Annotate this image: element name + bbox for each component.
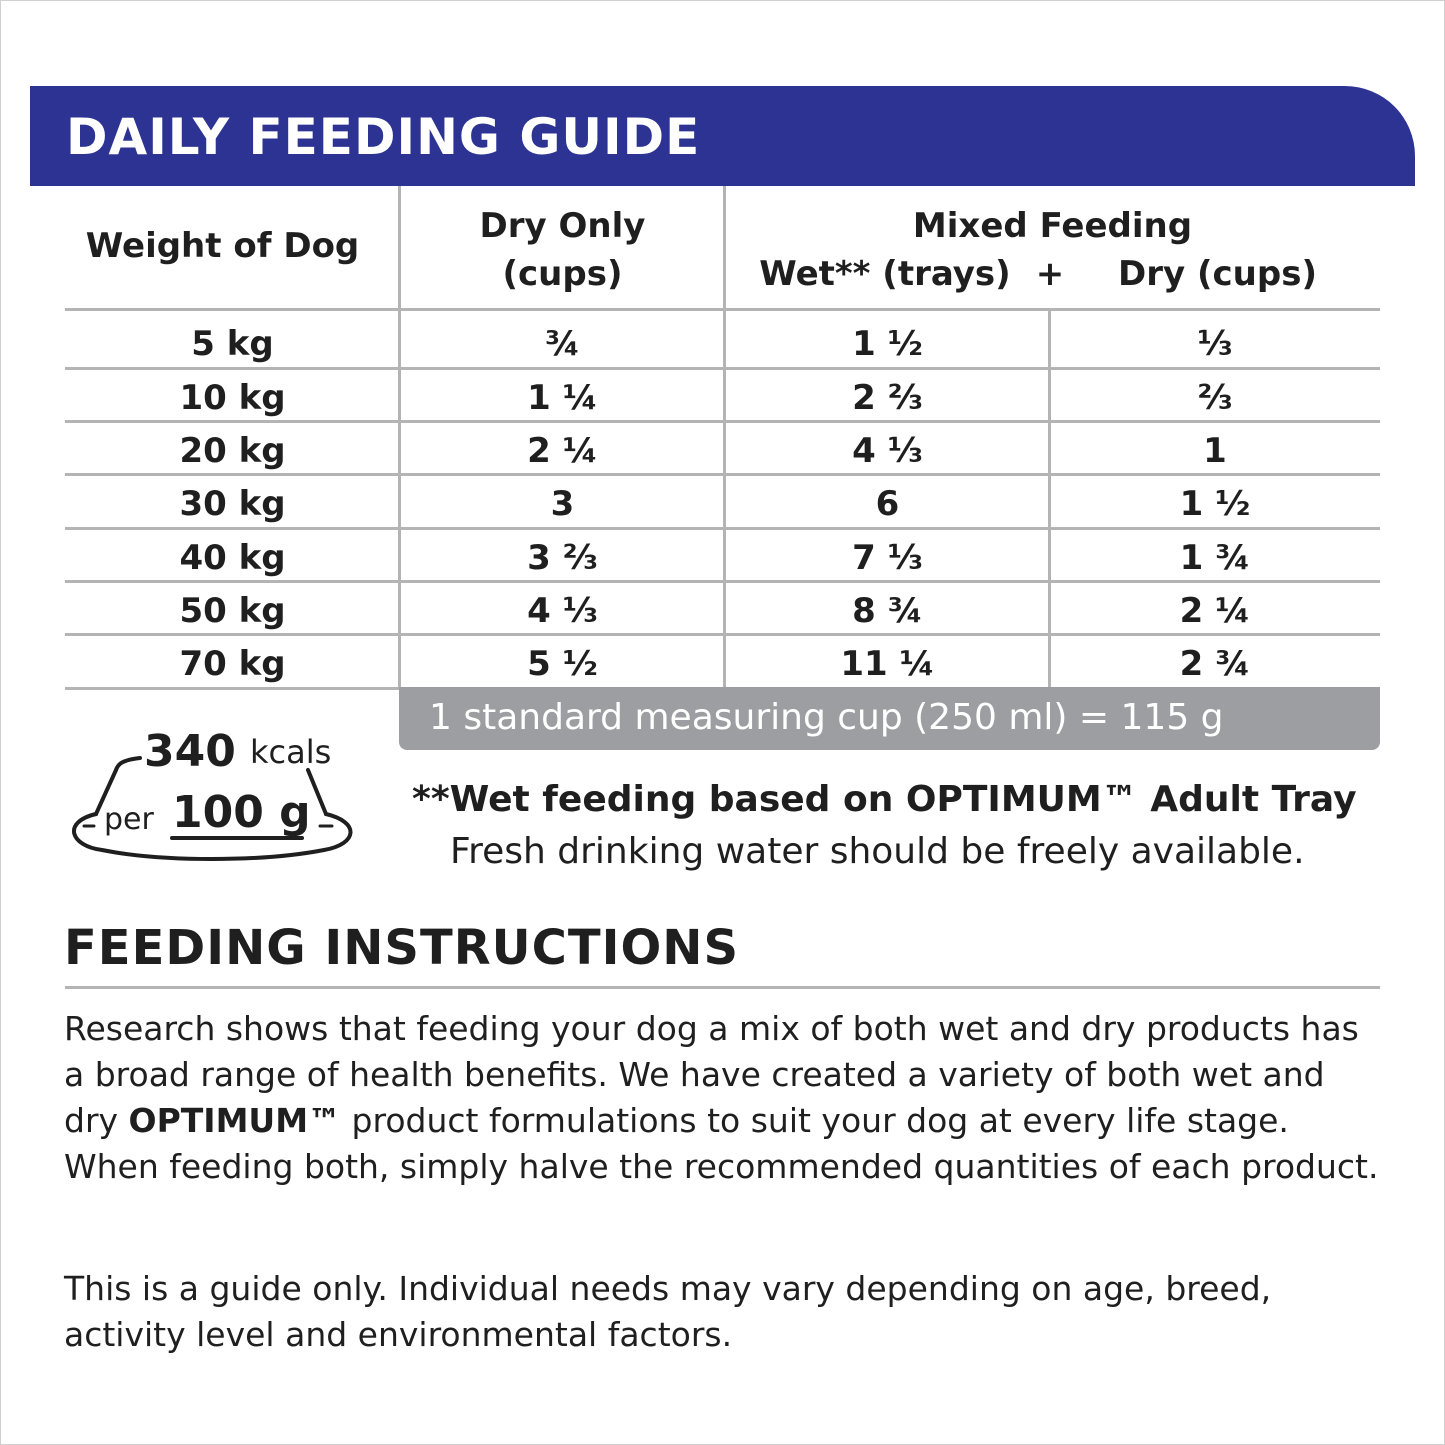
- dry-only-cell: 5 ½: [527, 644, 598, 684]
- weight-cell: 30 kg: [179, 484, 286, 524]
- kcal-value: 340: [144, 726, 236, 777]
- dry-only-cell: 4 ⅓: [527, 591, 598, 631]
- row-rule: [65, 308, 1380, 311]
- wet-trays-cell: 8 ¾: [852, 591, 923, 631]
- header-mixed-dry: Dry (cups): [1117, 254, 1317, 294]
- table-row: [65, 423, 1380, 476]
- instructions-paragraph-2: This is a guide only. Individual needs may vary depending on age, breed, activity level and environmental factors.: [64, 1269, 1272, 1354]
- portion-amount: 100 g: [172, 787, 311, 838]
- instructions-text: Research shows that feeding your dog a mix of both wet and dry products has a broad range of health benefits. We have created a variety of both wet and dry: [64, 1009, 1359, 1140]
- cup-measure-text: 1 standard measuring cup (250 ml) = 115 g: [429, 697, 1224, 738]
- weight-cell: 50 kg: [179, 591, 286, 631]
- weight-cell: 20 kg: [179, 431, 286, 471]
- header-mixed-title: Mixed Feeding: [912, 206, 1193, 246]
- dry-only-cell: 3: [550, 484, 575, 524]
- dry-cups-cell: ⅔: [1197, 378, 1233, 418]
- table-row: [65, 476, 1380, 529]
- per-label: per: [104, 802, 154, 837]
- water-note: Fresh drinking water should be freely available.: [450, 831, 1305, 872]
- header-weight: Weight of Dog: [85, 226, 360, 266]
- header-plus: +: [1035, 254, 1065, 294]
- instructions-rule: [65, 986, 1380, 989]
- wet-trays-cell: 6: [875, 484, 900, 524]
- dry-cups-cell: 1: [1203, 431, 1227, 471]
- kcal-unit: kcals: [250, 733, 332, 771]
- header-mixed-wet: Wet** (trays): [759, 254, 1011, 294]
- wet-trays-cell: 2 ⅔: [852, 378, 923, 418]
- table-row: [65, 316, 1380, 369]
- instructions-text: product formulations to suit your dog at every life stage. When feeding both, simply halve the recommended quantities of each product.: [64, 1101, 1379, 1186]
- dry-cups-cell: 1 ¾: [1179, 538, 1251, 578]
- cup-measure-bar: [399, 687, 1380, 750]
- weight-cell: 5 kg: [191, 324, 274, 364]
- dry-only-cell: 3 ⅔: [527, 538, 598, 578]
- dry-cups-cell: 2 ¾: [1179, 644, 1251, 684]
- header-dry-only-line1: Dry Only: [479, 206, 646, 246]
- page-title: DAILY FEEDING GUIDE: [66, 108, 701, 166]
- table-row: [65, 636, 1380, 689]
- table-row: [65, 370, 1380, 423]
- wet-trays-cell: 11 ¼: [840, 644, 935, 684]
- header-dry-only-line2: (cups): [502, 254, 623, 294]
- dry-cups-cell: ⅓: [1197, 324, 1233, 364]
- dry-cups-cell: 2 ¼: [1179, 591, 1251, 631]
- dry-only-cell: ¾: [544, 324, 581, 364]
- weight-cell: 40 kg: [179, 538, 286, 578]
- brand-name: OPTIMUM™: [128, 1101, 342, 1140]
- title-banner: [30, 86, 1415, 186]
- wet-trays-cell: 1 ½: [852, 324, 923, 364]
- weight-cell: 70 kg: [179, 644, 286, 684]
- table-row: [65, 583, 1380, 636]
- instructions-paragraph-1: [64, 1006, 1384, 1190]
- dry-cups-cell: 1 ½: [1179, 484, 1251, 524]
- instructions-title: FEEDING INSTRUCTIONS: [64, 920, 740, 976]
- table-row: [65, 530, 1380, 583]
- wet-trays-cell: 4 ⅓: [852, 431, 923, 471]
- dry-only-cell: 2 ¼: [527, 431, 598, 471]
- wet-trays-cell: 7 ⅓: [852, 538, 923, 578]
- wet-feeding-note: **Wet feeding based on OPTIMUM™ Adult Tray: [412, 779, 1357, 820]
- weight-cell: 10 kg: [179, 378, 286, 418]
- dry-only-cell: 1 ¼: [527, 378, 598, 418]
